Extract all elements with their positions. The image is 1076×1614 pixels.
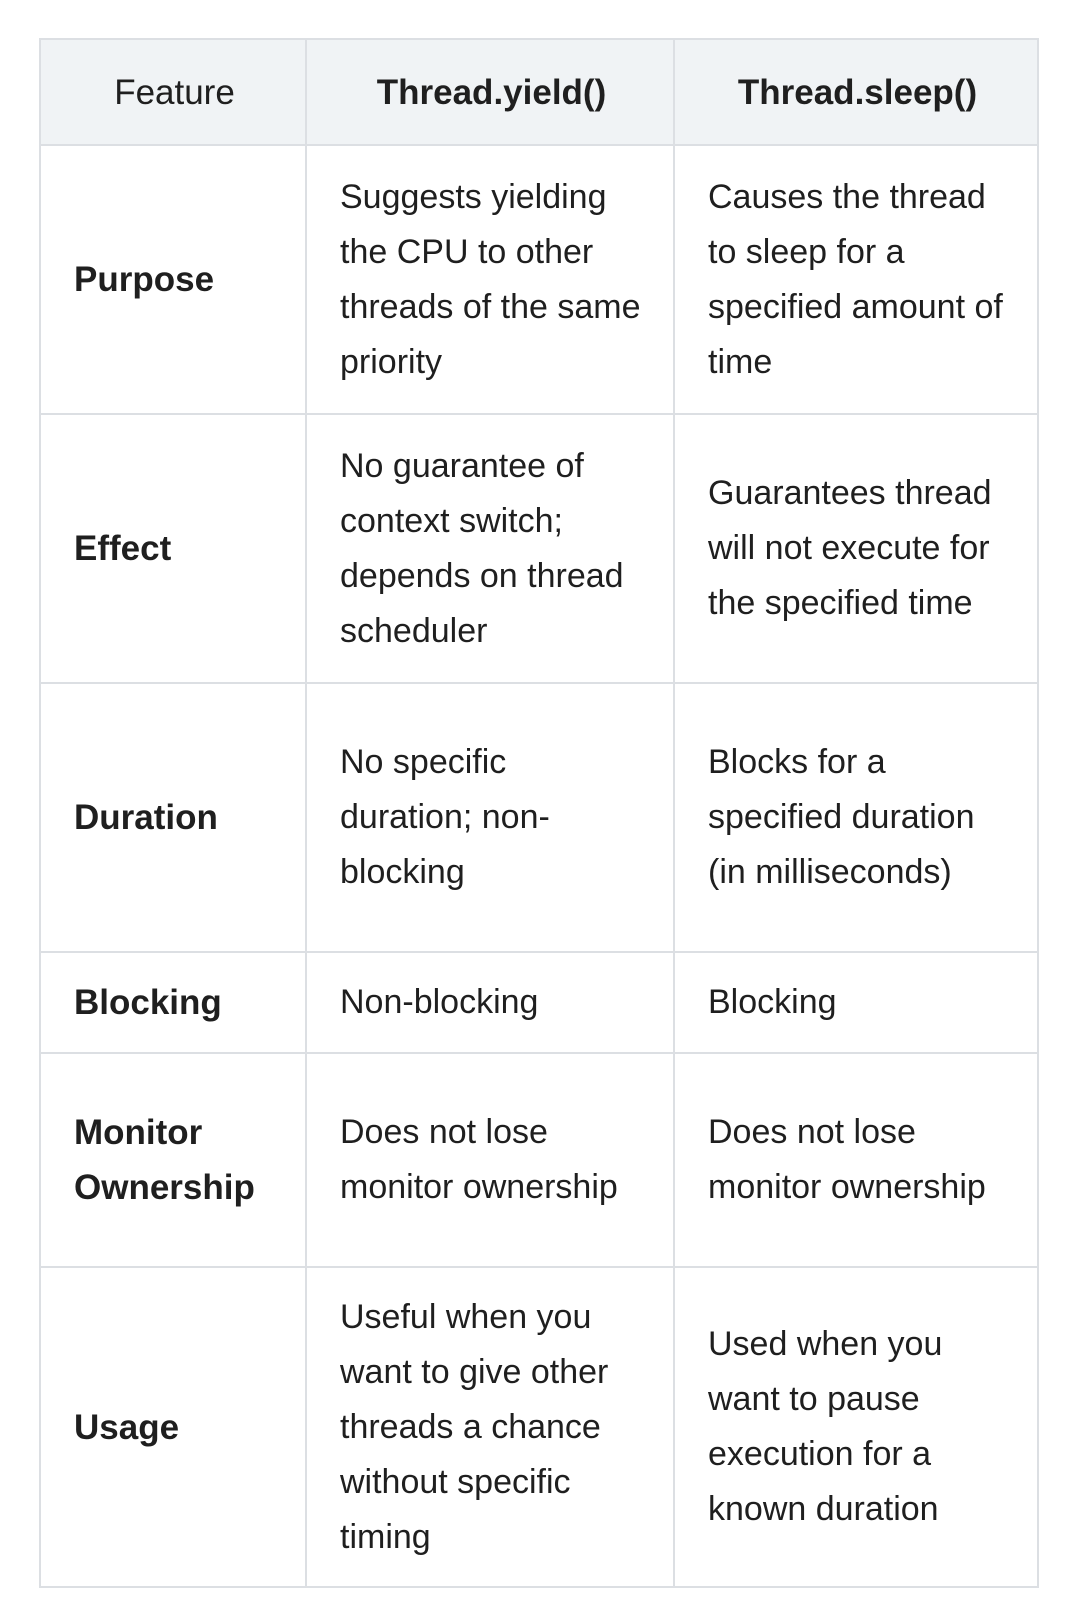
header-thread-yield: Thread.yield() xyxy=(306,39,674,145)
row-label-purpose: Purpose xyxy=(40,145,306,414)
table-row xyxy=(40,145,1038,414)
header-feature: Feature xyxy=(40,39,306,145)
comparison-table xyxy=(39,38,1039,1588)
cell-sleep-usage: Used when you want to pause execution for a known duration xyxy=(674,1267,1038,1587)
table-row xyxy=(40,414,1038,683)
cell-yield-purpose: Suggests yielding the CPU to other threads of the same priority xyxy=(306,145,674,414)
table-row xyxy=(40,1267,1038,1587)
table-row xyxy=(40,952,1038,1053)
row-label-usage: Usage xyxy=(40,1267,306,1587)
cell-yield-blocking: Non-blocking xyxy=(306,952,674,1053)
comparison-table-container xyxy=(39,38,1037,1588)
cell-yield-usage: Useful when you want to give other threads a chance without specific timing xyxy=(306,1267,674,1587)
cell-sleep-monitor-ownership: Does not lose monitor ownership xyxy=(674,1053,1038,1267)
cell-yield-monitor-ownership: Does not lose monitor ownership xyxy=(306,1053,674,1267)
cell-yield-duration: No specific duration; non-blocking xyxy=(306,683,674,952)
cell-yield-effect: No guarantee of context switch; depends on thread scheduler xyxy=(306,414,674,683)
table-header-row xyxy=(40,39,1038,145)
cell-sleep-duration: Blocks for a specified duration (in milliseconds) xyxy=(674,683,1038,952)
cell-sleep-blocking: Blocking xyxy=(674,952,1038,1053)
cell-sleep-purpose: Causes the thread to sleep for a specified amount of time xyxy=(674,145,1038,414)
table-row xyxy=(40,1053,1038,1267)
header-thread-sleep: Thread.sleep() xyxy=(674,39,1038,145)
table-row xyxy=(40,683,1038,952)
row-label-blocking: Blocking xyxy=(40,952,306,1053)
row-label-monitor-ownership: Monitor Ownership xyxy=(40,1053,306,1267)
row-label-duration: Duration xyxy=(40,683,306,952)
row-label-effect: Effect xyxy=(40,414,306,683)
cell-sleep-effect: Guarantees thread will not execute for the specified time xyxy=(674,414,1038,683)
